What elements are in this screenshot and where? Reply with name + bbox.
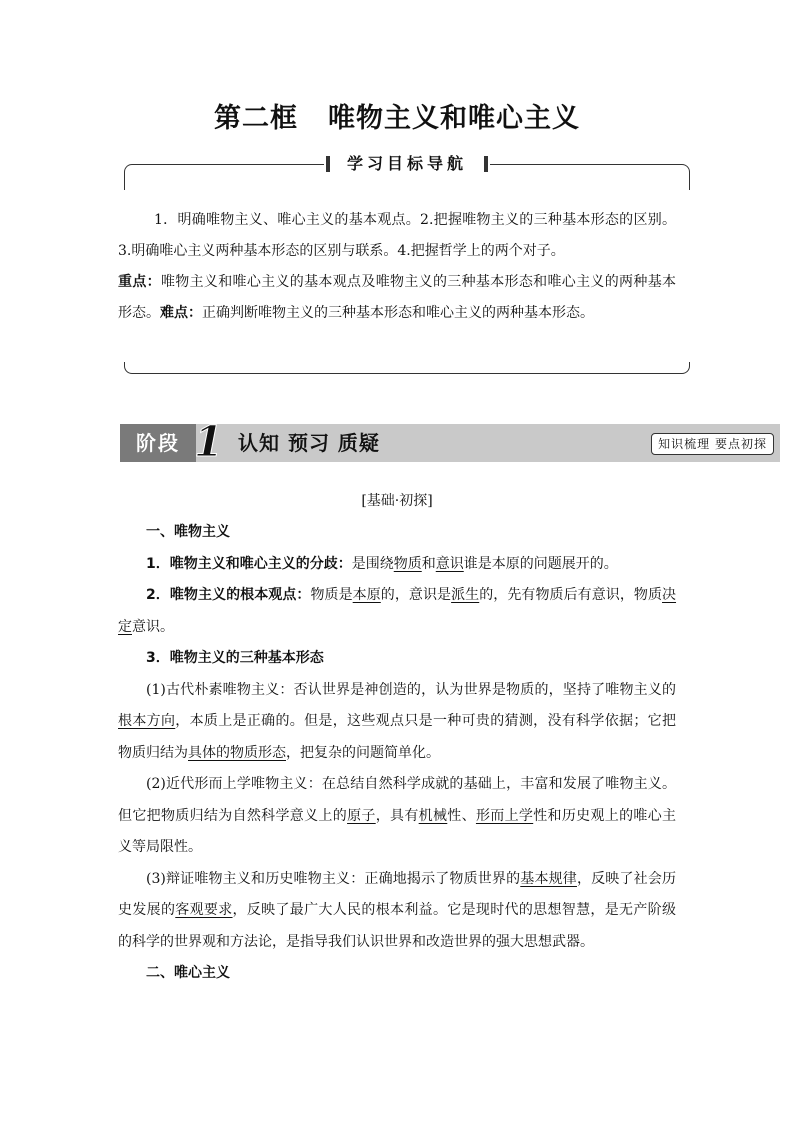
objectives-key-difficult: 重点：唯物主义和唯心主义的基本观点及唯物主义的三种基本形态和唯心主义的两种基本形态。难点：正确判断唯物主义的三种基本形态和唯心主义的两种基本形态。 [118,274,677,321]
stage-tag: 阶段 [120,424,196,462]
stage-banner [120,417,780,466]
section-heading-materialism: 一、唯物主义 [146,524,230,540]
paragraph-basic-view: 2．唯物主义的根本观点：物质是本原的，意识是派生的，先有物质后有意识，物质决定意识。 [118,587,677,635]
main-content [118,517,676,990]
section-heading-idealism: 二、唯心主义 [146,965,230,981]
stage-number: 1 [194,417,224,466]
paragraph-dialectical: (3)辩证唯物主义和历史唯物主义：正确地揭示了物质世界的基本规律，反映了社会历史发展的客观要求，反映了最广大人民的根本利益。它是现时代的思想智慧，是无产阶级的科学的世界观和方法论，是指导我们认识世界和改造世界的强大思想武器。 [118,870,677,950]
objectives-text [118,205,676,329]
paragraph-modern: (2)近代形而上学唯物主义：在总结自然科学成就的基础上，丰富和发展了唯物主义。但它把物质归结为自然科学意义上的原子，具有机械性、形而上学性和历史观上的唯心主义等局限性。 [118,776,677,855]
objectives-list: 1．明确唯物主义、唯心主义的基本观点。2.把握唯物主义的三种基本形态的区别。3.明确唯心主义两种基本形态的区别与联系。4.把握哲学上的两个对子。 [118,212,676,259]
stage-title: 认知 预习 质疑 [238,431,380,455]
section-subtitle: [基础·初探] [361,493,433,509]
paragraph-divergence: 1．唯物主义和唯心主义的分歧：是围绕物质和意识谁是本原的问题展开的。 [146,555,618,572]
objectives-label: 学习目标导航 [324,152,490,176]
page-title [0,96,794,135]
paragraph-ancient: (1)古代朴素唯物主义：否认世界是神创造的，认为世界是物质的，坚持了唯物主义的根本方向，本质上是正确的。但是，这些观点只是一种可贵的猜测，没有科学依据；它把物质归结为具体的物质形态，把复杂的问题简单化。 [118,681,677,761]
title-part-1: 第二框 [214,103,298,134]
title-part-2: 唯物主义和唯心主义 [328,103,580,134]
paragraph-three-forms: 3．唯物主义的三种基本形态 [146,650,324,666]
stage-badge: 知识梳理 要点初探 [651,433,774,455]
